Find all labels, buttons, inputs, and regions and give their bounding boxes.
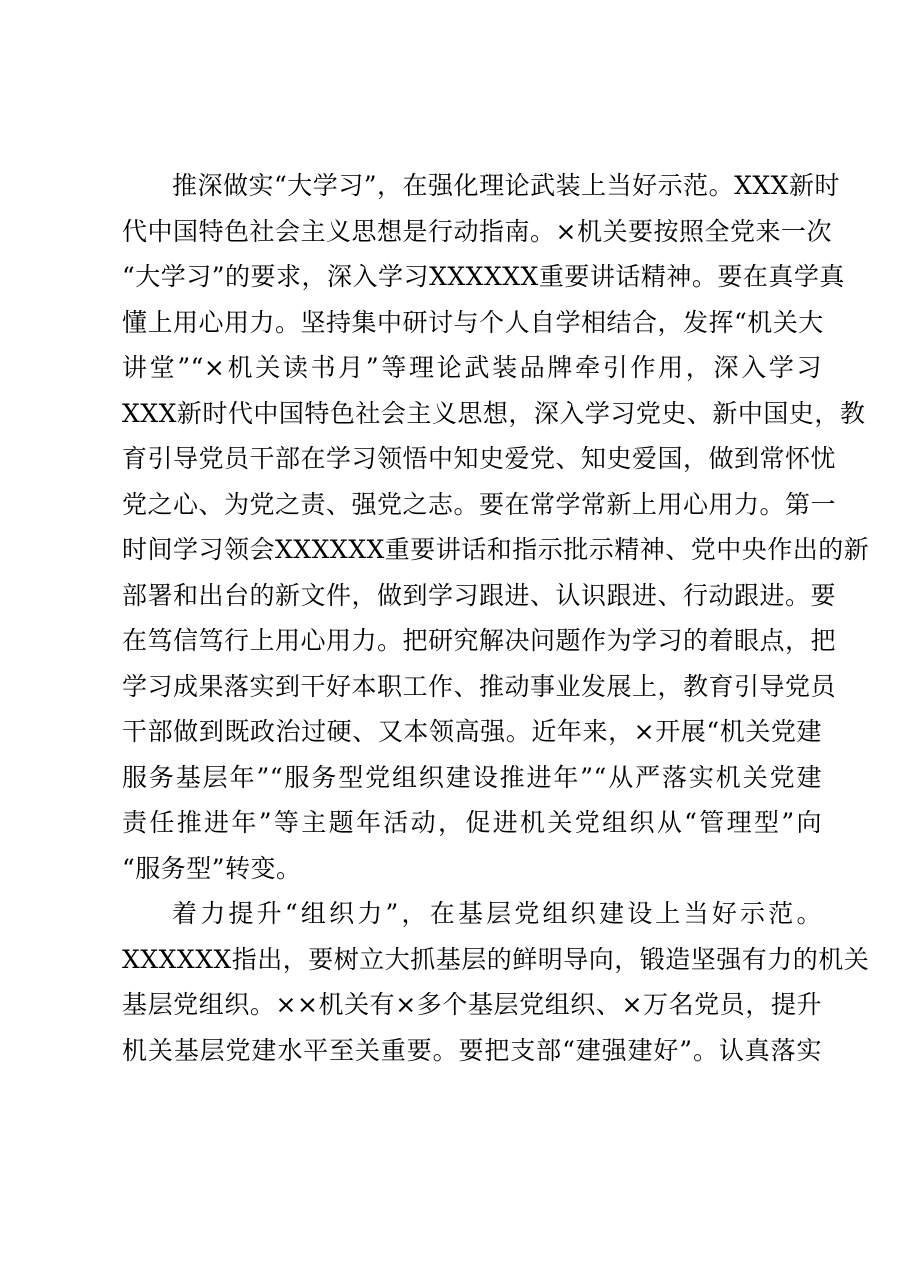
text-line: 讲堂”“×机关读书月”等理论武装品牌牵引作用，深入学习 <box>122 353 822 382</box>
paragraph-organization <box>122 891 870 1073</box>
paragraph-study <box>122 163 870 891</box>
text-line: 党之心、为党之责、强党之志。要在常学常新上用心用力。第一 <box>122 489 837 519</box>
text-line: “服务型”转变。 <box>122 853 302 883</box>
text-line: 推深做实“大学习”，在强化理论武装上当好示范。XXX新时 <box>172 171 840 200</box>
text-line: 责任推进年”等主题年活动，促进机关党组织从“管理型”向 <box>122 808 822 837</box>
text-line: 在笃信笃行上用心用力。把研究解决问题作为学习的着眼点，把 <box>122 626 837 655</box>
text-line: XXX新时代中国特色社会主义思想，深入学习党史、新中国史，教 <box>122 398 866 428</box>
text-line: 机关基层党建水平至关重要。要把支部“建强建好”。认真落实 <box>122 1035 822 1065</box>
text-line: 部署和出台的新文件，做到学习跟进、认识跟进、行动跟进。要 <box>122 580 837 610</box>
text-line: XXXXXX指出，要树立大抓基层的鲜明导向，锻造坚强有力的机关 <box>122 944 870 974</box>
document-body <box>122 163 870 1073</box>
text-line: 学习成果落实到干好本职工作、推动事业发展上，教育引导党员 <box>122 671 837 701</box>
text-line: 着力提升“组织力”，在基层党组织建设上当好示范。 <box>172 899 822 928</box>
text-line: 代中国特色社会主义思想是行动指南。×机关要按照全党来一次 <box>122 216 832 246</box>
text-line: 服务基层年”“服务型党组织建设推进年”“从严落实机关党建 <box>122 762 822 792</box>
text-line: 基层党组织。××机关有×多个基层党组织、×万名党员，提升 <box>122 990 822 1019</box>
text-line: “大学习”的要求，深入学习XXXXXX重要讲话精神。要在真学真 <box>122 262 845 291</box>
text-line: 懂上用心用力。坚持集中研讨与个人自学相结合，发挥“机关大 <box>122 307 824 337</box>
text-line: 时间学习领会XXXXXX重要讲话和指示批示精神、党中央作出的新 <box>122 535 870 564</box>
text-line: 干部做到既政治过硬、又本领高强。近年来，×开展“机关党建 <box>122 717 822 746</box>
text-line: 育引导党员干部在学习领悟中知史爱党、知史爱国，做到常怀忧 <box>122 444 837 473</box>
